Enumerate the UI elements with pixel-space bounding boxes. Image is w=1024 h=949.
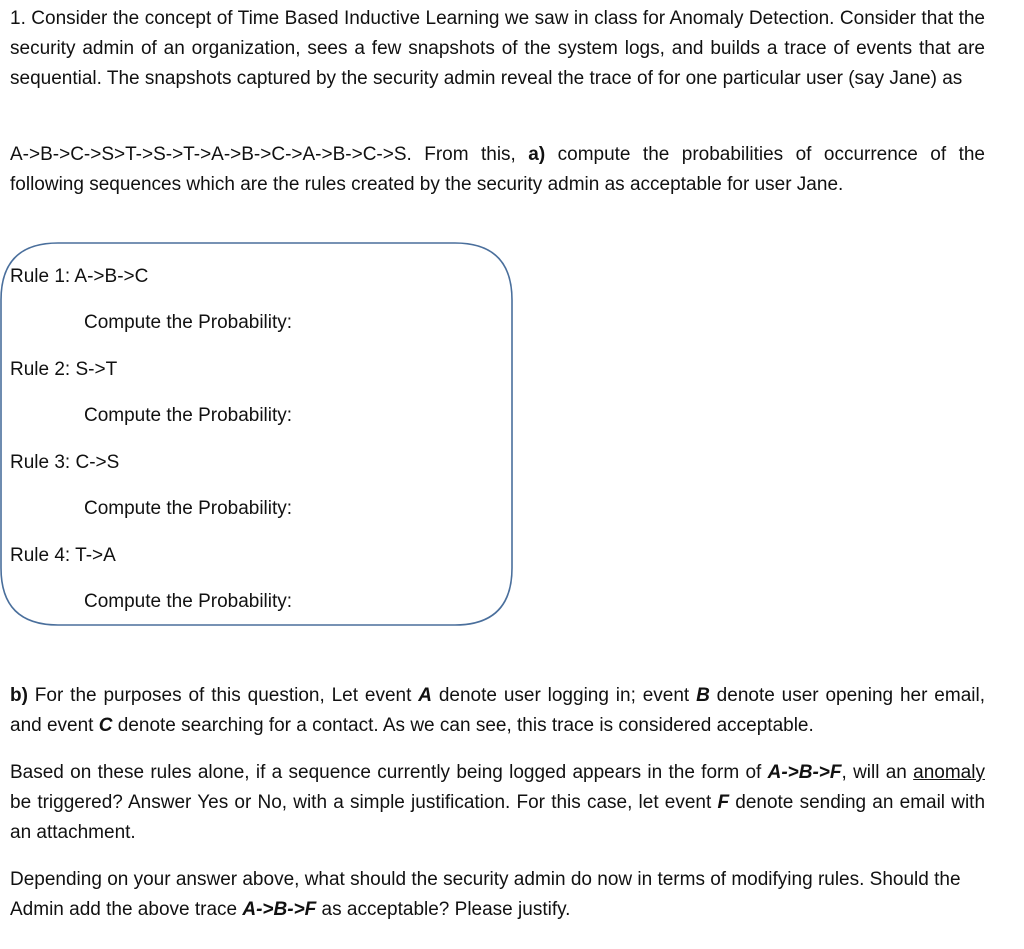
- sequence-abf: A->B->F: [767, 762, 842, 783]
- part-b-question-text-4: denote sending an email with an attachment.: [10, 792, 986, 843]
- part-b-question-text-1: Based on these rules alone, if a sequence currently being logged appears in the form of: [10, 762, 768, 783]
- part-b-followup-text-2: as acceptable? Please justify.: [316, 899, 571, 920]
- part-b-followup: [10, 865, 985, 925]
- part-a-label: a): [528, 144, 546, 165]
- followup-sequence-abf: A->B->F: [242, 899, 317, 920]
- part-b-intro-text-4: denote searching for a contact. As we can see, this trace is considered acceptable.: [112, 715, 814, 736]
- event-c-label: C: [98, 715, 113, 736]
- part-b-intro-text-1: For the purposes of this question, Let event: [27, 685, 419, 706]
- rule-4-probability-prompt: Compute the Probability:: [84, 591, 293, 612]
- trace-connector-text: From this,: [411, 144, 529, 165]
- rule-4-label: Rule 4: T->A: [10, 545, 116, 566]
- question-trace-paragraph: [10, 140, 985, 200]
- event-trace: A->B->C->S>T->S->T->A->B->C->A->B->C->S.: [10, 144, 412, 165]
- part-b-label: b): [10, 685, 28, 706]
- part-b-followup-text-1: Depending on your answer above, what should the security admin do now in terms of modifying rules. Should the Admin add the above trace: [10, 869, 961, 920]
- part-b-question: [10, 758, 985, 848]
- rule-3-label: Rule 3: C->S: [10, 452, 120, 473]
- part-b-intro-text-2: denote user logging in; event: [431, 685, 697, 706]
- part-b-question-text-2: , will an: [841, 762, 914, 783]
- rule-3-probability-prompt: Compute the Probability:: [84, 498, 293, 519]
- rule-1-label: Rule 1: A->B->C: [10, 266, 149, 287]
- question-intro: 1. Consider the concept of Time Based Inductive Learning we saw in class for Anomaly Detection. Consider that the security admin of an organization, sees a few snapshots of the system logs, and builds a trace of events that are sequential. The snapshots captured by the security admin reveal the trace of for one particular user (say Jane) as: [10, 8, 985, 89]
- part-b-question-text-3: be triggered? Answer Yes or No, with a simple justification. For this case, let event: [10, 792, 718, 813]
- part-a-text: compute the probabilities of occurrence of the following sequences which are the rules created by the security admin as acceptable for user Jane.: [10, 144, 985, 195]
- part-b-intro-text-3: denote user opening her email, and event: [10, 685, 985, 736]
- rule-2-probability-prompt: Compute the Probability:: [84, 405, 293, 426]
- event-b-label: B: [696, 685, 710, 706]
- rule-1-probability-prompt: Compute the Probability:: [84, 312, 293, 333]
- event-a-label: A: [418, 685, 432, 706]
- anomaly-word: anomaly: [913, 762, 985, 783]
- rule-2-label: Rule 2: S->T: [10, 359, 118, 380]
- part-b-intro: [10, 681, 985, 741]
- event-f-label: F: [717, 792, 730, 813]
